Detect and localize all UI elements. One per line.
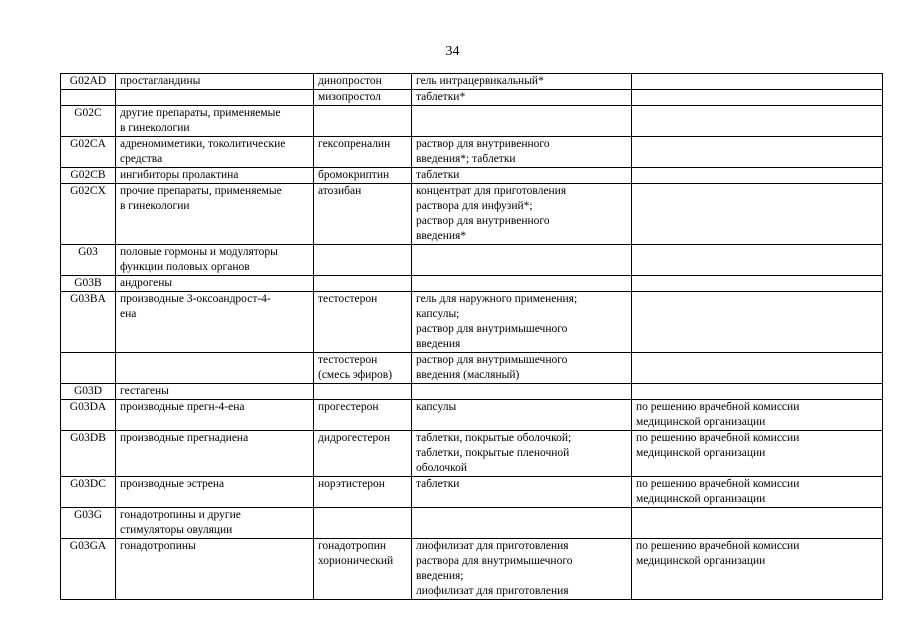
group-name-cell: производные эстрена (116, 477, 314, 508)
note-cell (632, 184, 883, 245)
atc-code-cell: G02CA (61, 137, 116, 168)
group-name-cell: ингибиторы пролактина (116, 168, 314, 184)
atc-code-cell: G03 (61, 245, 116, 276)
note-cell (632, 168, 883, 184)
note-cell: по решению врачебной комиссии медицинской организации (632, 431, 883, 477)
group-name-cell (116, 353, 314, 384)
table-row (61, 184, 883, 245)
atc-code-cell: G02CB (61, 168, 116, 184)
atc-code-cell: G03BA (61, 292, 116, 353)
drug-name-cell: мизопростол (314, 90, 412, 106)
group-name-cell (116, 90, 314, 106)
dosage-form-cell (412, 106, 632, 137)
note-cell: по решению врачебной комиссии медицинской организации (632, 539, 883, 600)
drug-name-cell: норэтистерон (314, 477, 412, 508)
group-name-cell: гонадотропины (116, 539, 314, 600)
dosage-form-cell: лиофилизат для приготовления раствора для внутримышечного введения; лиофилизат для приготовления (412, 539, 632, 600)
atc-code-cell: G03GA (61, 539, 116, 600)
drug-name-cell (314, 508, 412, 539)
drug-name-cell (314, 245, 412, 276)
atc-code-cell: G03B (61, 276, 116, 292)
atc-code-cell: G03DA (61, 400, 116, 431)
group-name-cell: простагландины (116, 74, 314, 90)
note-cell (632, 508, 883, 539)
group-name-cell: другие препараты, применяемые в гинекологии (116, 106, 314, 137)
dosage-form-cell: гель интрацервикальный* (412, 74, 632, 90)
group-name-cell: гонадотропины и другие стимуляторы овуляции (116, 508, 314, 539)
group-name-cell: прочие препараты, применяемые в гинекологии (116, 184, 314, 245)
dosage-form-cell: таблетки* (412, 90, 632, 106)
note-cell (632, 245, 883, 276)
dosage-form-cell (412, 276, 632, 292)
note-cell (632, 90, 883, 106)
dosage-form-cell: раствор для внутривенного введения*; таблетки (412, 137, 632, 168)
dosage-form-cell: таблетки, покрытые оболочкой; таблетки, покрытые пленочной оболочкой (412, 431, 632, 477)
atc-code-cell (61, 90, 116, 106)
drug-name-cell: атозибан (314, 184, 412, 245)
table-row (61, 137, 883, 168)
dosage-form-cell: раствор для внутримышечного введения (масляный) (412, 353, 632, 384)
note-cell (632, 106, 883, 137)
table-row (61, 90, 883, 106)
dosage-form-cell: капсулы (412, 400, 632, 431)
note-cell (632, 137, 883, 168)
drug-name-cell: тестостерон (смесь эфиров) (314, 353, 412, 384)
atc-code-cell (61, 353, 116, 384)
table-row (61, 431, 883, 477)
drug-name-cell: гексопреналин (314, 137, 412, 168)
group-name-cell: половые гормоны и модуляторы функции половых органов (116, 245, 314, 276)
atc-code-cell: G02C (61, 106, 116, 137)
note-cell (632, 292, 883, 353)
note-cell: по решению врачебной комиссии медицинской организации (632, 477, 883, 508)
group-name-cell: андрогены (116, 276, 314, 292)
drug-name-cell: прогестерон (314, 400, 412, 431)
table-row (61, 384, 883, 400)
table-row (61, 508, 883, 539)
note-cell (632, 353, 883, 384)
atc-code-cell: G03DC (61, 477, 116, 508)
group-name-cell: производные прегнадиена (116, 431, 314, 477)
drug-name-cell: динопростон (314, 74, 412, 90)
drug-name-cell (314, 106, 412, 137)
drug-name-cell: гонадотропин хорионический (314, 539, 412, 600)
dosage-form-cell (412, 245, 632, 276)
dosage-form-cell: таблетки (412, 477, 632, 508)
drug-table (60, 73, 883, 600)
note-cell (632, 74, 883, 90)
group-name-cell: производные 3-оксоандрост-4- ена (116, 292, 314, 353)
dosage-form-cell: концентрат для приготовления раствора для инфузий*; раствор для внутривенного введения* (412, 184, 632, 245)
drug-name-cell: бромокриптин (314, 168, 412, 184)
group-name-cell: гестагены (116, 384, 314, 400)
dosage-form-cell (412, 384, 632, 400)
note-cell: по решению врачебной комиссии медицинской организации (632, 400, 883, 431)
drug-name-cell (314, 276, 412, 292)
table-row (61, 477, 883, 508)
dosage-form-cell: таблетки (412, 168, 632, 184)
table-row (61, 245, 883, 276)
note-cell (632, 384, 883, 400)
table-row (61, 292, 883, 353)
drug-name-cell: тестостерон (314, 292, 412, 353)
drug-name-cell: дидрогестерон (314, 431, 412, 477)
drug-name-cell (314, 384, 412, 400)
atc-code-cell: G03D (61, 384, 116, 400)
atc-code-cell: G02AD (61, 74, 116, 90)
atc-code-cell: G02CX (61, 184, 116, 245)
table-row (61, 106, 883, 137)
dosage-form-cell: гель для наружного применения; капсулы; раствор для внутримышечного введения (412, 292, 632, 353)
atc-code-cell: G03G (61, 508, 116, 539)
group-name-cell: производные прегн-4-ена (116, 400, 314, 431)
group-name-cell: адреномиметики, токолитические средства (116, 137, 314, 168)
table-row (61, 168, 883, 184)
page-number: 34 (445, 44, 460, 59)
atc-code-cell: G03DB (61, 431, 116, 477)
table-row (61, 539, 883, 600)
table-row (61, 74, 883, 90)
note-cell (632, 276, 883, 292)
dosage-form-cell (412, 508, 632, 539)
table-row (61, 353, 883, 384)
table-row (61, 400, 883, 431)
table-row (61, 276, 883, 292)
